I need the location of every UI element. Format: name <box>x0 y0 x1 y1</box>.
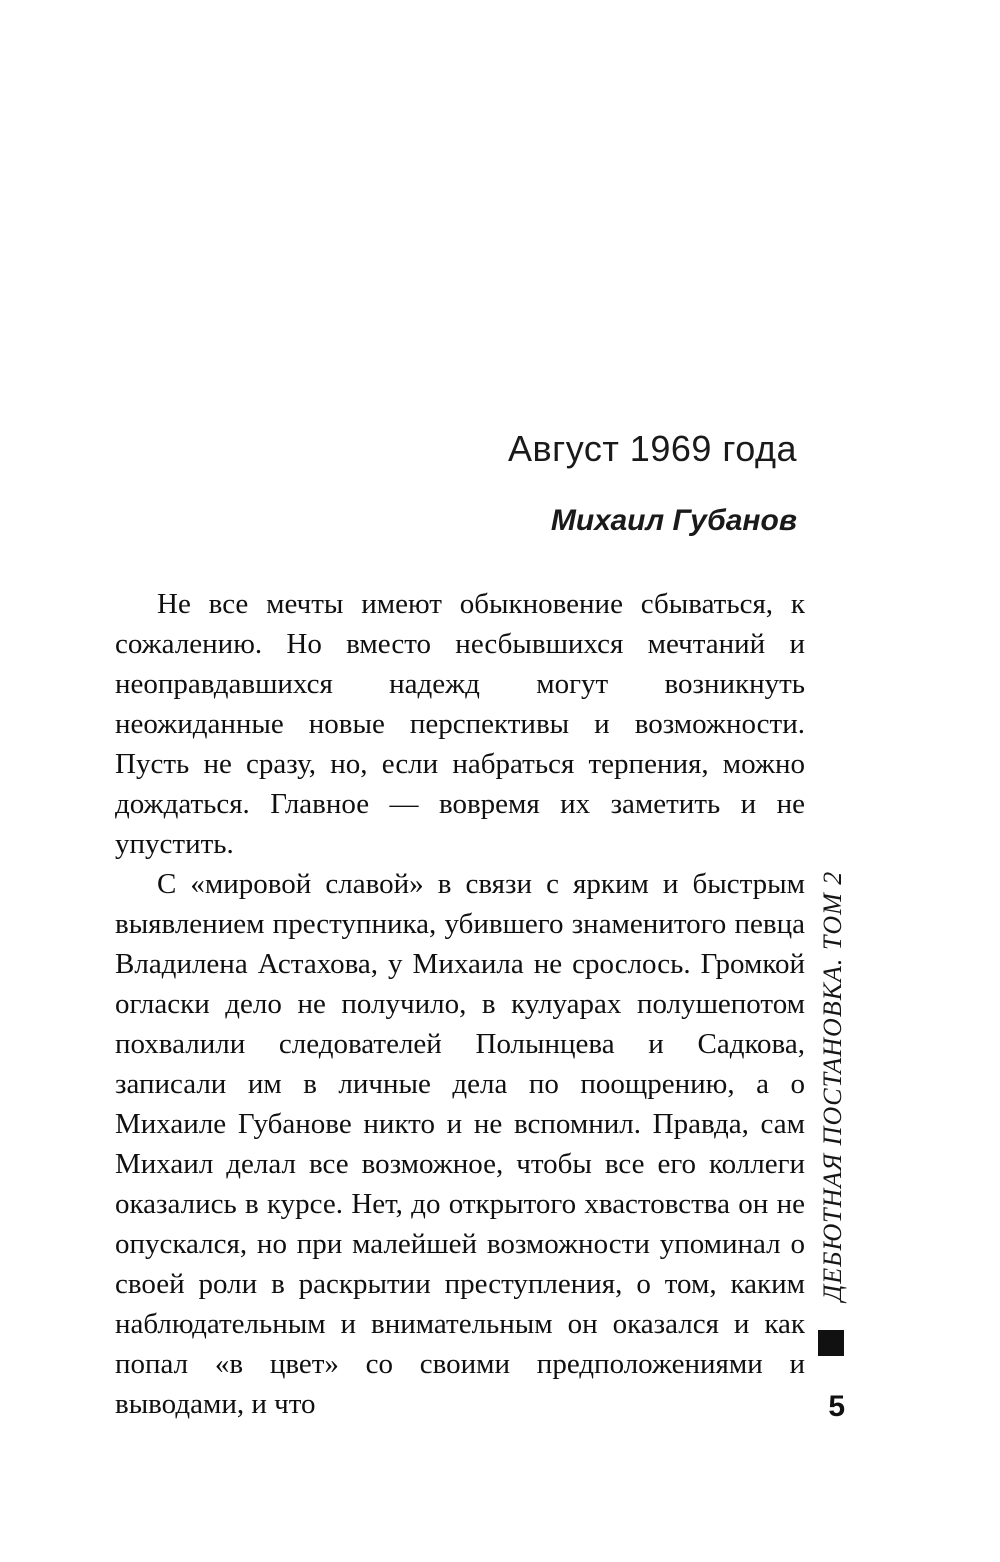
page-number: 5 <box>828 1390 845 1423</box>
body-paragraph-2: С «мировой славой» в связи с ярким и быстрым выявлением преступника, убившего знаменитого певца Владилена Астахова, у Михаила не срослось. Громкой огласки дело не получило, в кулуарах полушепотом похвалили следователей Полынцева и Садкова, записали им в личные дела по поощрению, а о Михаиле Губанове никто и не вспомнил. Правда, сам Михаил делал все возможное, чтобы все его коллеги оказались в курсе. Нет, до открытого хвастовства он не опускался, но при малейшей возможности упоминал о своей роли в раскрытии преступления, о том, каким наблюдательным и внимательным он оказался и как попал «в цвет» со своими предположениями и выводами, и что <box>115 868 805 1420</box>
sidebar-square-marker-icon <box>818 1330 844 1356</box>
chapter-heading: Август 1969 года <box>507 428 797 469</box>
author-heading: Михаил Губанов <box>550 504 797 537</box>
body-paragraph-1: Не все мечты имеют обыкновение сбываться, к сожалению. Но вместо несбывшихся мечтаний и неоправдавшихся надежд могут возникнуть неожиданные новые перспективы и возможности. Пусть не сразу, но, если набраться терпения, можно дождаться. Главное — вовремя их заметить и не упустить. <box>115 588 805 860</box>
text-column <box>115 428 805 1424</box>
running-side-title: ДЕБЮТНАЯ ПОСТАНОВКА. ТОМ 2 <box>818 870 847 1302</box>
